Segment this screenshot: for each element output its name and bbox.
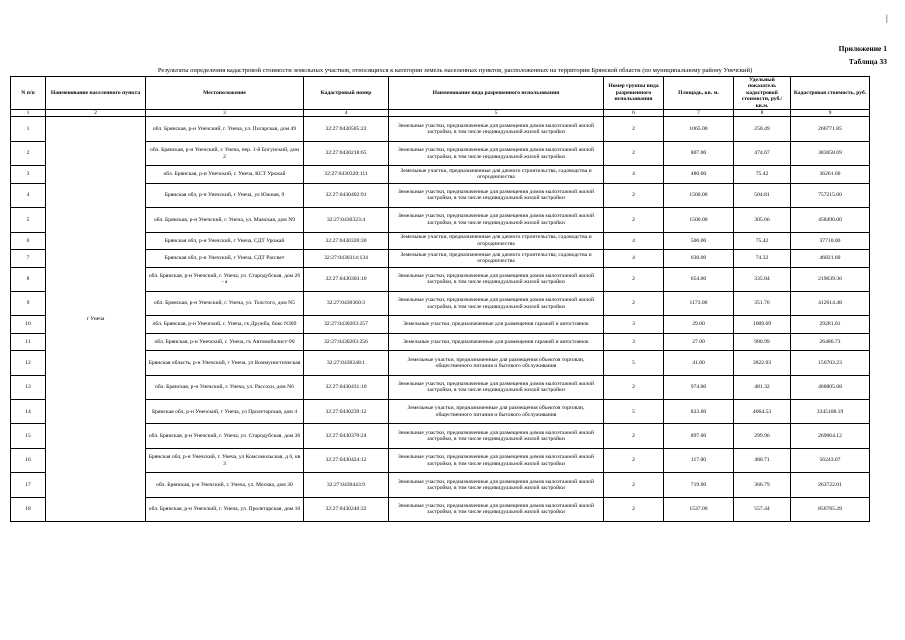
row-number: 7: [11, 250, 46, 268]
cadastral-number-cell: 32:27:0430360:3: [304, 291, 389, 315]
use-group-cell: 2: [604, 208, 664, 232]
header-cell: Местоположение: [146, 77, 304, 110]
unit-value-cell: 305.66: [734, 208, 791, 232]
cadastral-number-cell: 32:27:0430424:12: [304, 448, 389, 472]
location-cell: обл. Брянская, р-н Унечский, г. Унеча, гк Дружба, бокс N309: [146, 316, 304, 334]
unit-value-cell: 75.42: [734, 232, 791, 250]
unit-value-cell: 366.79: [734, 473, 791, 497]
cadastral-number-cell: 32:27:0430370:24: [304, 424, 389, 448]
header-row: [11, 77, 870, 110]
use-group-cell: 2: [604, 183, 664, 207]
cadastral-number-cell: 32:27:0430239:12: [304, 400, 389, 424]
unit-value-cell: 480.71: [734, 448, 791, 472]
row-number: 11: [11, 333, 46, 351]
unit-value-cell: 980.99: [734, 333, 791, 351]
column-number: 5: [389, 110, 604, 117]
unit-value-cell: 74.32: [734, 250, 791, 268]
column-number: 1: [11, 110, 46, 117]
header-cell: Удельный показатель кадастровой стоимости, руб./кв.м.: [734, 77, 791, 110]
use-group-cell: 4: [604, 232, 664, 250]
area-cell: 654.00: [664, 267, 734, 291]
column-number: 2: [46, 110, 146, 117]
area-cell: 807.00: [664, 141, 734, 165]
permitted-use-cell: Земельные участки, предназначенные для размещения домов малоэтажной жилой застройки, в том числе индивидуальной жилой застройки: [389, 141, 604, 165]
area-cell: 1173.00: [664, 291, 734, 315]
column-number: 8: [734, 110, 791, 117]
permitted-use-cell: Земельные участки, предназначенные для дачного строительства, садоводства и огородничества: [389, 166, 604, 184]
cadastral-value-cell: 46821.60: [791, 250, 870, 268]
cadastral-number-cell: 32:27:0430203:256: [304, 333, 389, 351]
unit-value-cell: 4064.53: [734, 400, 791, 424]
permitted-use-cell: Земельные участки, предназначенные для размещения домов малоэтажной жилой застройки, в том числе индивидуальной жилой застройки: [389, 448, 604, 472]
cadastral-value-cell: 383058.69: [791, 141, 870, 165]
use-group-cell: 2: [604, 267, 664, 291]
cadastral-number-cell: 32:27:0430203:257: [304, 316, 389, 334]
table-body: [11, 117, 870, 522]
permitted-use-cell: Земельные участки, предназначенные для размещения домов малоэтажной жилой застройки, в том числе индивидуальной жилой застройки: [389, 473, 604, 497]
cadastral-value-cell: 458490.00: [791, 208, 870, 232]
unit-value-cell: 250.49: [734, 117, 791, 141]
area-cell: 480.00: [664, 166, 734, 184]
permitted-use-cell: Земельные участки, предназначенные для размещения домов малоэтажной жилой застройки, в том числе индивидуальной жилой застройки: [389, 497, 604, 521]
row-number: 1: [11, 117, 46, 141]
cadastral-number-cell: 32:27:0430320:30: [304, 232, 389, 250]
cadastral-value-cell: 26486.73: [791, 333, 870, 351]
unit-value-cell: 481.32: [734, 375, 791, 399]
header-cell: Кадастровый номер: [304, 77, 389, 110]
location-cell: обл. Брянская, р-н Унечский, г. Унеча, ул. Толстого, дом N5: [146, 291, 304, 315]
row-number: 4: [11, 183, 46, 207]
unit-value-cell: 3822.03: [734, 351, 791, 375]
row-number: 16: [11, 448, 46, 472]
cadastral-value-cell: 156703.23: [791, 351, 870, 375]
use-group-cell: 2: [604, 291, 664, 315]
cadastral-number-cell: 32:27:0430320:111: [304, 166, 389, 184]
cadastral-number-cell: 32:27:0430505:22: [304, 117, 389, 141]
location-cell: обл. Брянская, р-н Унечский, г. Унеча, ул. Рассохи, дом N6: [146, 375, 304, 399]
row-number: 14: [11, 400, 46, 424]
area-cell: 1500.00: [664, 183, 734, 207]
column-number: 3: [146, 110, 304, 117]
permitted-use-cell: Земельные участки, предназначенные для размещения домов малоэтажной жилой застройки, в том числе индивидуальной жилой застройки: [389, 183, 604, 207]
permitted-use-cell: Земельные участки, предназначенные для размещения домов малоэтажной жилой застройки, в том числе индивидуальной жилой застройки: [389, 208, 604, 232]
permitted-use-cell: Земельные участки, предназначенные для дачного строительства, садоводства и огородничества: [389, 232, 604, 250]
column-number: 9: [791, 110, 870, 117]
use-group-cell: 5: [604, 400, 664, 424]
cadastral-value-cell: 56243.07: [791, 448, 870, 472]
cadastral-value-cell: 856785.28: [791, 497, 870, 521]
appendix-label: Приложение 1: [838, 44, 887, 53]
row-number: 5: [11, 208, 46, 232]
column-number: 6: [604, 110, 664, 117]
use-group-cell: 2: [604, 473, 664, 497]
row-number: 10: [11, 316, 46, 334]
permitted-use-cell: Земельные участки, предназначенные для дачного строительства, садоводства и огородничества: [389, 250, 604, 268]
area-cell: 500.00: [664, 232, 734, 250]
use-group-cell: 3: [604, 333, 664, 351]
use-group-cell: 2: [604, 424, 664, 448]
permitted-use-cell: Земельные участки, предназначенные для размещения домов малоэтажной жилой застройки, в том числе индивидуальной жилой застройки: [389, 375, 604, 399]
cadastral-value-cell: 219639.36: [791, 267, 870, 291]
unit-value-cell: 474.67: [734, 141, 791, 165]
permitted-use-cell: Земельные участки, предназначенные для размещения домов малоэтажной жилой застройки, в том числе индивидуальной жилой застройки: [389, 267, 604, 291]
use-group-cell: 4: [604, 250, 664, 268]
location-cell: Брянская обл, р-н Унечский, г Унеча, ул Пролетарская, дом 4: [146, 400, 304, 424]
page-mark: |: [886, 13, 888, 23]
header-cell: Наименование вида разрешенного использования: [389, 77, 604, 110]
permitted-use-cell: Земельные участки, предназначенные для размещения гаражей и автостоянок: [389, 333, 604, 351]
table-caption: Результаты определения кадастровой стоимости земельных участков, относящихся к категории земель населенных пунктов, расположенных на территории Брянской области (по муниципальному району Унечский): [157, 67, 753, 74]
unit-value-cell: 75.42: [734, 166, 791, 184]
use-group-cell: 2: [604, 497, 664, 521]
location-cell: обл. Брянская, р-н Унечский, г. Унеча, ул. Пролетарская, дом 16: [146, 497, 304, 521]
location-cell: Брянская обл, р-н Унечский, г Унеча, ул Южная, 9: [146, 183, 304, 207]
table-number: Таблица 33: [848, 57, 887, 66]
area-cell: 1065.00: [664, 117, 734, 141]
use-group-cell: 2: [604, 375, 664, 399]
cadastral-value-cell: 412614.48: [791, 291, 870, 315]
cadastral-value-cell: 29281.01: [791, 316, 870, 334]
area-cell: 1500.00: [664, 208, 734, 232]
cadastral-value-cell: 266771.85: [791, 117, 870, 141]
header-cell: Кадастровая стоимость, руб.: [791, 77, 870, 110]
cadastral-number-cell: 32:27:0430303:10: [304, 267, 389, 291]
column-number-row: [11, 110, 870, 117]
cadastral-value-cell: 269064.12: [791, 424, 870, 448]
location-cell: Брянская обл, р-н Унечский, г. Унеча, ул Комсомольская, д 6, кв 3: [146, 448, 304, 472]
use-group-cell: 3: [604, 316, 664, 334]
location-cell: Брянская обл, р-н Унечский, г Унеча, СДТ Рассвет: [146, 250, 304, 268]
location-cell: Брянская область, р-н Унечский, г Унеча, ул Коммунистическая: [146, 351, 304, 375]
cadastral-number-cell: 32:27:0430240:32: [304, 497, 389, 521]
cadastral-number-cell: 32:27:0430218:65: [304, 141, 389, 165]
unit-value-cell: 504.81: [734, 183, 791, 207]
permitted-use-cell: Земельные участки, предназначенные для размещения объектов торговли, общественного питания и бытового обслуживания: [389, 351, 604, 375]
permitted-use-cell: Земельные участки, предназначенные для размещения объектов торговли, общественного питания и бытового обслуживания: [389, 400, 604, 424]
cadastral-number-cell: 32:27:0430402:91: [304, 183, 389, 207]
row-number: 17: [11, 473, 46, 497]
location-cell: обл. Брянская, р-н Унечский, г. Унеча, КСТ Урожай: [146, 166, 304, 184]
cadastral-value-cell: 3345108.19: [791, 400, 870, 424]
use-group-cell: 2: [604, 141, 664, 165]
permitted-use-cell: Земельные участки, предназначенные для размещения гаражей и автостоянок: [389, 316, 604, 334]
area-cell: 897.00: [664, 424, 734, 448]
row-number: 18: [11, 497, 46, 521]
row-number: 12: [11, 351, 46, 375]
location-cell: обл. Брянская, р-н Унечский, г. Унеча, пер. 1-й Богунский, дом 2: [146, 141, 304, 165]
cadastral-value-cell: 263722.01: [791, 473, 870, 497]
use-group-cell: 2: [604, 448, 664, 472]
cadastral-number-cell: 32:27:0430323:4: [304, 208, 389, 232]
area-cell: 41.00: [664, 351, 734, 375]
row-number: 8: [11, 267, 46, 291]
use-group-cell: 2: [604, 117, 664, 141]
location-cell: обл. Брянская, р-н Унечский, г. Унеча, ул. Стародубская, дом 26 - а: [146, 267, 304, 291]
permitted-use-cell: Земельные участки, предназначенные для размещения домов малоэтажной жилой застройки, в том числе индивидуальной жилой застройки: [389, 424, 604, 448]
appendix-header: [839, 42, 887, 68]
unit-value-cell: 351.76: [734, 291, 791, 315]
permitted-use-cell: Земельные участки, предназначенные для размещения домов малоэтажной жилой застройки, в том числе индивидуальной жилой застройки: [389, 117, 604, 141]
row-number: 2: [11, 141, 46, 165]
row-number: 13: [11, 375, 46, 399]
row-number: 15: [11, 424, 46, 448]
column-number: 7: [664, 110, 734, 117]
cadastral-value-cell: 468805.68: [791, 375, 870, 399]
row-number: 3: [11, 166, 46, 184]
area-cell: 27.00: [664, 333, 734, 351]
unit-value-cell: 335.84: [734, 267, 791, 291]
area-cell: 719.00: [664, 473, 734, 497]
header-cell: Наименование населенного пункта: [46, 77, 146, 110]
row-number: 9: [11, 291, 46, 315]
location-cell: обл. Брянская, р-н Унечский, г. Унеча, ул. Стародубская, дом 36: [146, 424, 304, 448]
row-number: 6: [11, 232, 46, 250]
unit-value-cell: 557.44: [734, 497, 791, 521]
cadastral-number-cell: 32:27:0430431:10: [304, 375, 389, 399]
location-cell: Брянская обл, р-н Унечский, г Унеча, СДТ Урожай: [146, 232, 304, 250]
use-group-cell: 4: [604, 166, 664, 184]
permitted-use-cell: Земельные участки, предназначенные для размещения домов малоэтажной жилой застройки, в том числе индивидуальной жилой застройки: [389, 291, 604, 315]
location-cell: обл. Брянская, р-н Унечский, г. Унеча, гк Автомобилист-90: [146, 333, 304, 351]
cadastral-value-cell: 757215.00: [791, 183, 870, 207]
settlement-name-cell: г Унеча: [46, 117, 146, 522]
cadastral-table: [10, 76, 870, 522]
cadastral-value-cell: 37710.00: [791, 232, 870, 250]
cadastral-value-cell: 36201.60: [791, 166, 870, 184]
unit-value-cell: 299.96: [734, 424, 791, 448]
unit-value-cell: 1009.69: [734, 316, 791, 334]
cadastral-number-cell: 32:27:0430314:134: [304, 250, 389, 268]
cadastral-number-cell: 32:27:0430248:1: [304, 351, 389, 375]
area-cell: 29.00: [664, 316, 734, 334]
header-cell: Номер группы вида разрешенного использования: [604, 77, 664, 110]
column-number: 4: [304, 110, 389, 117]
area-cell: 823.00: [664, 400, 734, 424]
use-group-cell: 5: [604, 351, 664, 375]
area-cell: 1537.00: [664, 497, 734, 521]
header-cell: Площадь, кв. м.: [664, 77, 734, 110]
location-cell: обл. Брянская, р-н Унечский, г. Унеча, ул. Погарская, дом 49: [146, 117, 304, 141]
header-cell: N п/п: [11, 77, 46, 110]
cadastral-number-cell: 32:27:0430443:9: [304, 473, 389, 497]
location-cell: обл. Брянская, р-н Унечский, г. Унеча, ул. Мамская, дом N9: [146, 208, 304, 232]
area-cell: 117.00: [664, 448, 734, 472]
area-cell: 974.00: [664, 375, 734, 399]
table-row: [11, 117, 870, 141]
location-cell: обл. Брянская, р-н Унечский, г. Унеча, ул. Москва, дом 30: [146, 473, 304, 497]
area-cell: 630.00: [664, 250, 734, 268]
